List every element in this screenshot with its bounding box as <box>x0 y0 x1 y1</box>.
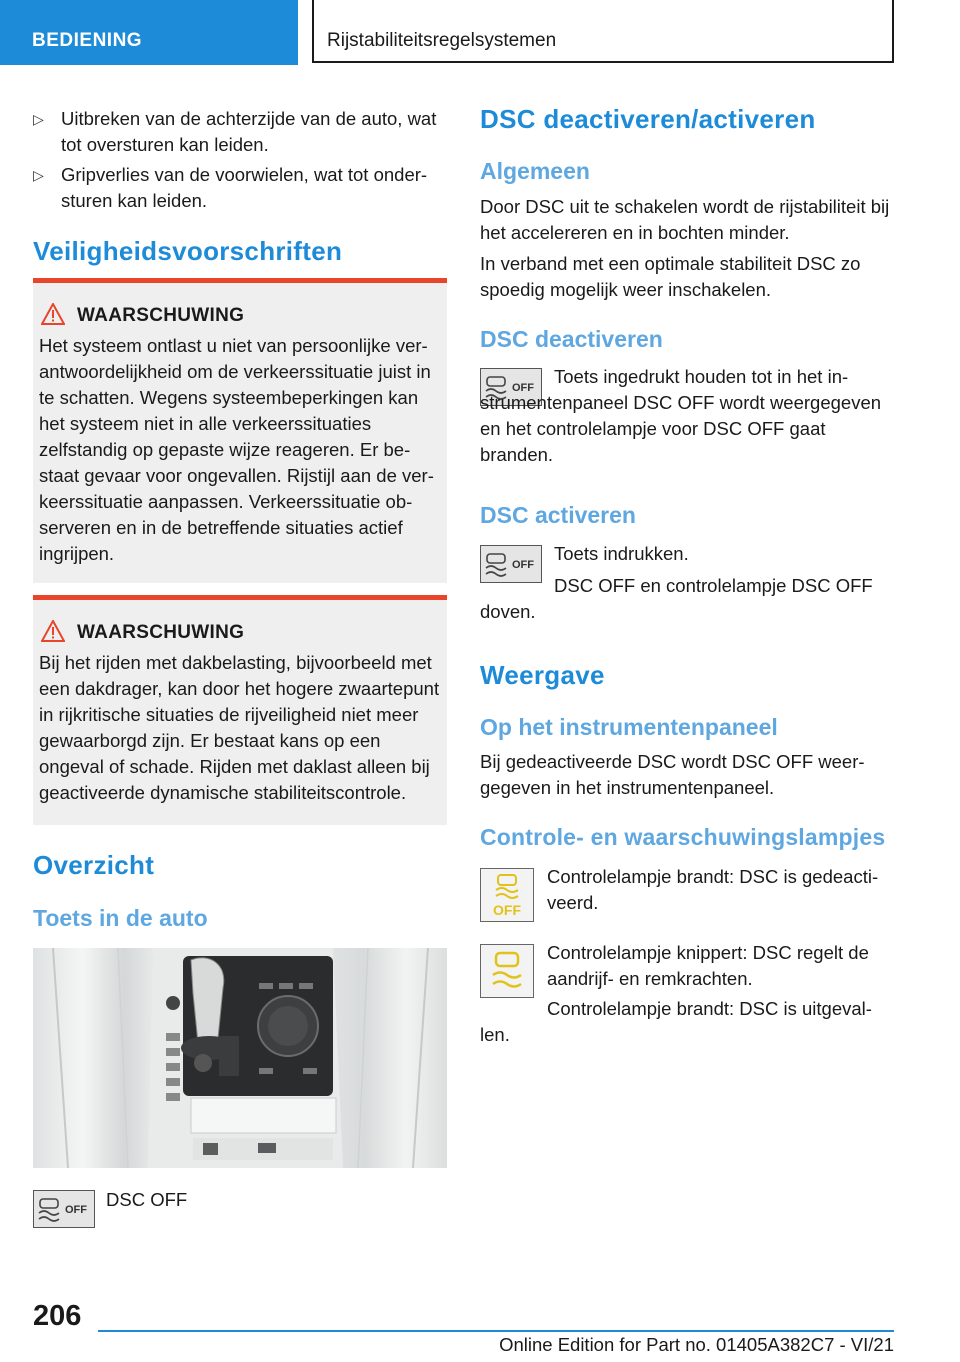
cluster-text: Bij gedeactiveerde DSC wordt DSC OFF weergegeven in het instrumentenpaneel. <box>480 751 865 798</box>
button-heading: Toets in de auto <box>33 905 208 931</box>
dsc-off-label: OFF <box>65 1204 87 1216</box>
lamp-off-label: OFF <box>493 902 521 918</box>
activate-text-1: Toets indrukken. <box>554 543 689 564</box>
general-paragraph-1: Door DSC uit te schakelen wordt de rijstabiliteit bij het accelereren en in bochten minder. <box>480 196 890 243</box>
chapter-tab <box>312 0 894 63</box>
overview-heading: Overzicht <box>33 850 155 880</box>
activate-heading: DSC activeren <box>480 502 636 528</box>
activate-text-2-content: DSC OFF en controlelampje DSC OFF doven. <box>480 575 873 622</box>
bullet-item <box>33 162 453 214</box>
dsc-indicator-icon <box>480 944 534 998</box>
warning-text: Bij het rijden met dakbelasting, bijvoorbeeld met een dakdrager, kan door het hogere zwaartepunt in rijkritische situaties de rijveiligheid niet meer gewaarborgd zijn. Er bestaat kans op een ongeval of schade. Rijden met daklast alleen bij geactiveerde dynamische stabiliteitscontrole. <box>39 652 440 803</box>
dsc-off-label: OFF <box>512 559 534 571</box>
warning-triangle-icon <box>41 620 65 642</box>
center-console-illustration <box>33 948 447 1168</box>
general-paragraph-2: In verband met een optimale stabiliteit DSC zo spoedig mogelijk weer inschakelen. <box>480 253 861 300</box>
lamp2-text-2-content: Controlelampje brandt: DSC is uitgevallen. <box>480 998 872 1045</box>
main-heading: DSC deactiveren/activeren <box>480 104 816 134</box>
activate-text-2 <box>480 573 892 625</box>
lamp1-text: Controlelampje brandt: DSC is gedeactiveerd. <box>547 866 879 913</box>
warning-triangle-icon <box>41 303 65 325</box>
warning-text: Het systeem ontlast u niet van persoonlijke verantwoordelijkheid om de verkeerssituatie juist in te schatten. Wegens systeembeperkingen kan het systeem niet in alle verkeerssituaties zelfstandig op gepaste wijze reageren. Er bestaat gevaar voor ongevallen. Rijstijl aan de verkeerssituatie aanpassen. Verkeerssituatie observeren en in de betreffende situaties actief ingrijpen. <box>39 335 434 564</box>
warning-title: WAARSCHUWING <box>77 622 245 643</box>
bullet-text: Uitbreken van de achterzijde van de auto, wat tot oversturen kan leiden. <box>61 108 437 155</box>
bullet-text: Gripverlies van de voorwielen, wat tot ondersturen kan leiden. <box>61 164 428 211</box>
warning-box <box>33 278 447 583</box>
triangle-bullet-icon: ▷ <box>33 167 44 183</box>
footer-edition: Online Edition for Part no. 01405A382C7 - VI/21 <box>499 1334 894 1355</box>
warning-title: WAARSCHUWING <box>77 305 245 326</box>
section-tab <box>0 0 298 65</box>
deactivate-heading: DSC deactiveren <box>480 326 663 352</box>
bullet-item <box>33 106 453 158</box>
lamps-heading: Controle- en waarschuwingslampjes <box>480 824 886 850</box>
cluster-heading: Op het instrumentenpaneel <box>480 714 778 740</box>
footer-divider <box>98 1330 894 1332</box>
deactivate-text <box>480 364 892 468</box>
page-number: 206 <box>33 1300 82 1332</box>
display-heading: Weergave <box>480 660 605 690</box>
dsc-off-button-icon <box>33 1190 95 1228</box>
dsc-off-indicator-icon <box>480 868 534 922</box>
triangle-bullet-icon: ▷ <box>33 111 44 127</box>
center-console-photo <box>33 948 447 1168</box>
safety-heading: Veiligheidsvoorschriften <box>33 236 343 266</box>
button-caption: DSC OFF <box>106 1189 188 1210</box>
warning-box <box>33 595 447 825</box>
lamp2-text-1: Controlelampje knippert: DSC regelt de aandrijf- en remkrachten. <box>547 942 869 989</box>
general-heading: Algemeen <box>480 158 590 184</box>
lamp2-text-2 <box>480 996 892 1048</box>
dsc-off-label: OFF <box>512 382 534 394</box>
chapter-label: Rijstabiliteitsregelsystemen <box>327 30 557 51</box>
section-label: BEDIENING <box>32 30 143 51</box>
deactivate-text-content: Toets ingedrukt houden tot in het instrumentenpaneel DSC OFF wordt weergegeven en het controlelampje voor DSC OFF gaat branden. <box>480 366 882 465</box>
